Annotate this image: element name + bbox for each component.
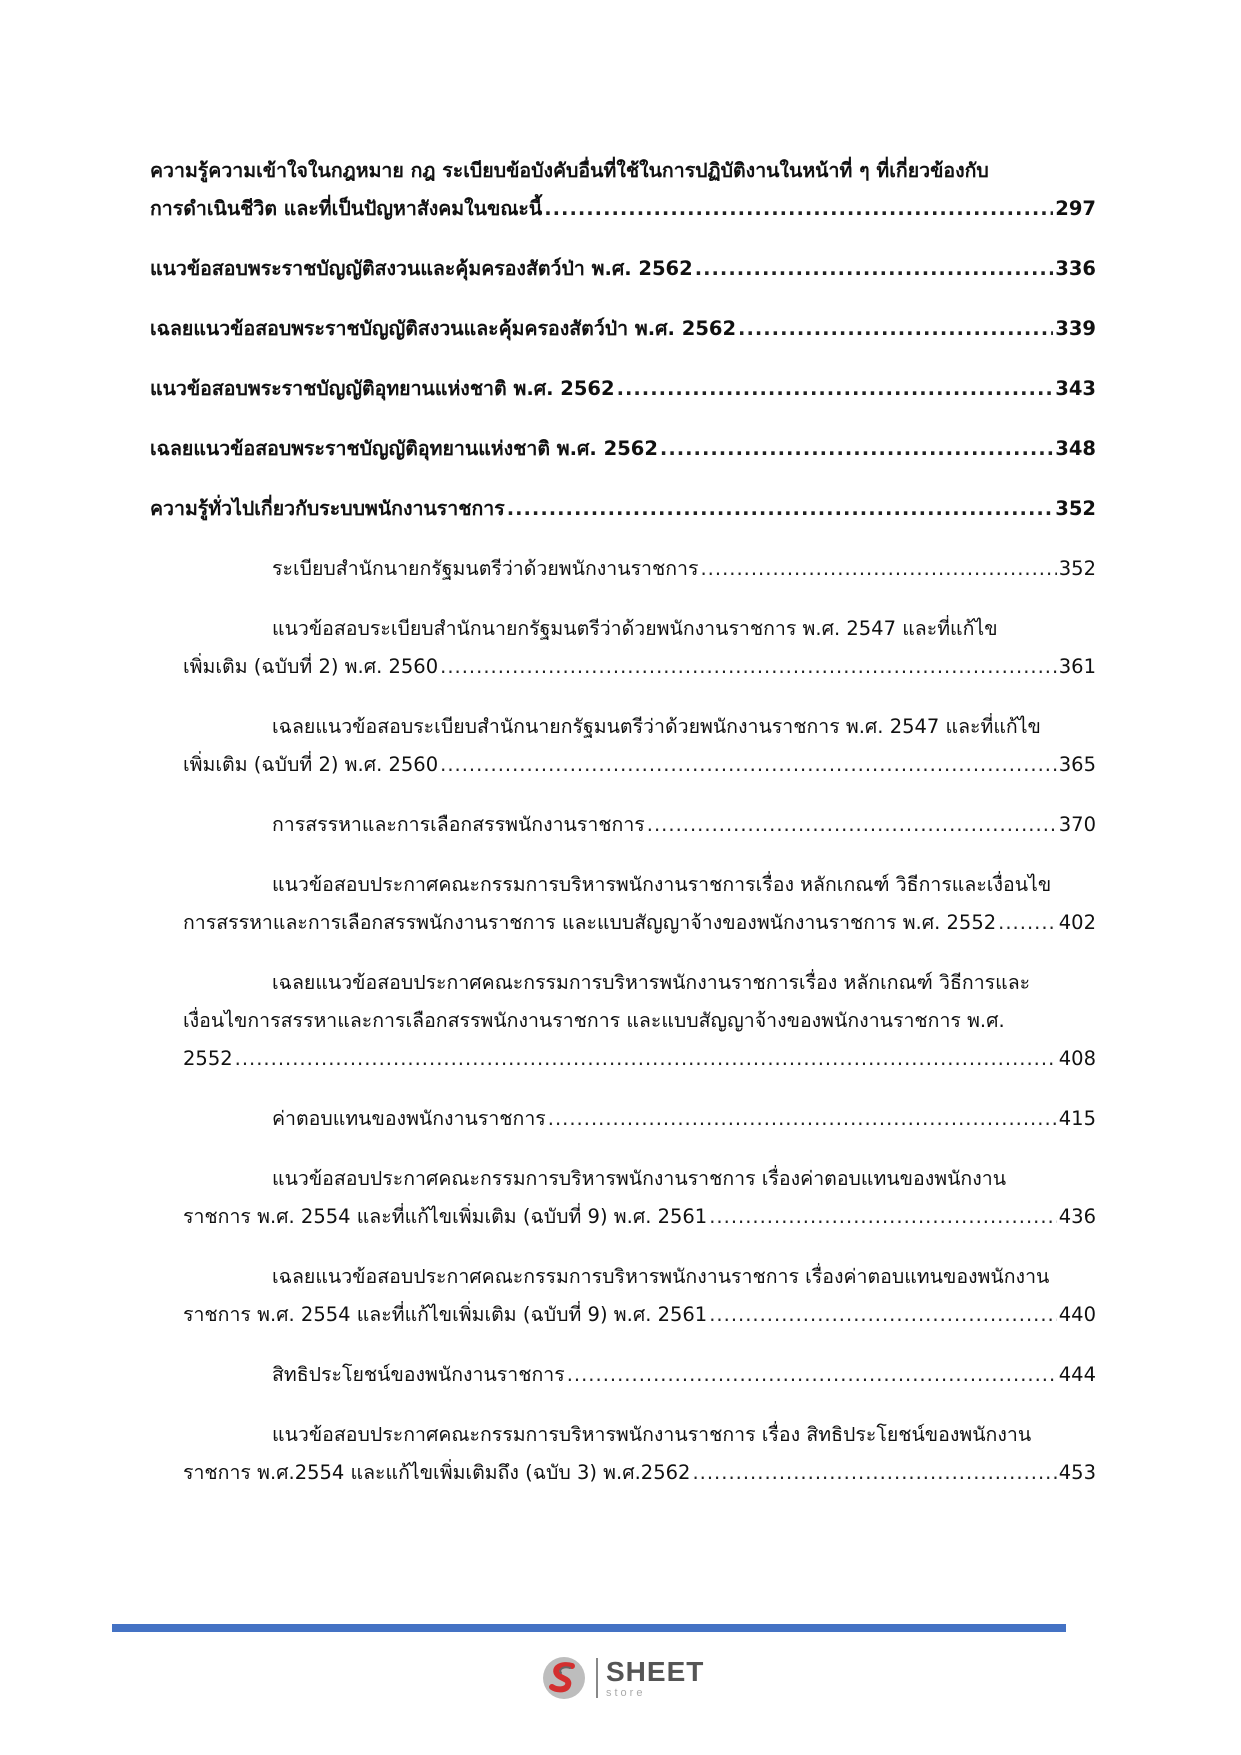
toc-entry-title-line: แนวข้อสอบระเบียบสำนักนายกรัฐมนตรีว่าด้วยพนักงานราชการ พ.ศ. 2547 และที่แก้ไข: [272, 617, 998, 640]
toc-entry-title-line: เฉลยแนวข้อสอบระเบียบสำนักนายกรัฐมนตรีว่าด้วยพนักงานราชการ พ.ศ. 2547 และที่แก้ไข: [272, 715, 1041, 738]
toc-page-number: 453: [1058, 1461, 1096, 1484]
toc-page-number: 365: [1058, 753, 1096, 776]
toc-page-number: 415: [1058, 1107, 1096, 1130]
toc-entry-title: เฉลยแนวข้อสอบพระราชบัญญัติอุทยานแห่งชาติ พ.ศ. 2562: [150, 437, 658, 460]
toc-page-number: 444: [1058, 1363, 1096, 1386]
toc-entry[interactable]: [150, 1100, 1096, 1138]
toc-entry-title: เพิ่มเติม (ฉบับที่ 2) พ.ศ. 2560: [183, 655, 439, 678]
toc-entry-title-line: แนวข้อสอบประกาศคณะกรรมการบริหารพนักงานราชการ เรื่อง สิทธิประโยชน์ของพนักงาน: [272, 1423, 1032, 1446]
toc-entry[interactable]: [150, 1160, 1096, 1236]
toc-entry-title-line: แนวข้อสอบประกาศคณะกรรมการบริหารพนักงานราชการเรื่อง หลักเกณฑ์ วิธีการและเงื่อนไข: [272, 873, 1052, 896]
toc-page-number: 436: [1058, 1205, 1096, 1228]
toc-entry[interactable]: [150, 708, 1096, 784]
dot-leader: [695, 250, 1054, 288]
sheet-store-logo: [540, 1652, 710, 1704]
toc-entry[interactable]: [150, 250, 1096, 288]
toc-page-number: 339: [1055, 317, 1096, 340]
logo-wordmark: SHEET: [606, 1655, 705, 1687]
toc-page-number: 352: [1058, 557, 1096, 580]
toc-page-number: 343: [1055, 377, 1096, 400]
toc-page-number: 361: [1058, 655, 1096, 678]
toc-entry[interactable]: [150, 152, 1096, 228]
toc-entry[interactable]: [150, 310, 1096, 348]
toc-entry[interactable]: [150, 1416, 1096, 1492]
toc-entry[interactable]: [150, 550, 1096, 588]
logo-separator: [596, 1658, 598, 1698]
toc-entry-title: ระเบียบสำนักนายกรัฐมนตรีว่าด้วยพนักงานราชการ: [272, 557, 699, 580]
toc-entry-title: ความรู้ทั่วไปเกี่ยวกับระบบพนักงานราชการ: [150, 497, 505, 520]
toc-entry-title: ราชการ พ.ศ. 2554 และที่แก้ไขเพิ่มเติม (ฉบับที่ 9) พ.ศ. 2561: [183, 1303, 708, 1326]
toc-entry-title: สิทธิประโยชน์ของพนักงานราชการ: [272, 1363, 565, 1386]
toc-entry[interactable]: [150, 610, 1096, 686]
toc-entry-title-line: แนวข้อสอบประกาศคณะกรรมการบริหารพนักงานราชการ เรื่องค่าตอบแทนของพนักงาน: [272, 1167, 1007, 1190]
toc-entry-title: เพิ่มเติม (ฉบับที่ 2) พ.ศ. 2560: [183, 753, 439, 776]
toc-entry[interactable]: [150, 490, 1096, 528]
toc-entry-title: ราชการ พ.ศ.2554 และแก้ไขเพิ่มเติมถึง (ฉบับ 3) พ.ศ.2562: [183, 1461, 691, 1484]
dot-leader: [709, 1198, 1057, 1236]
dot-leader: [709, 1296, 1057, 1334]
toc-entry-title: การสรรหาและการเลือกสรรพนักงานราชการ และแบบสัญญาจ้างของพนักงานราชการ พ.ศ. 2552: [183, 911, 997, 934]
toc-entry[interactable]: [150, 1356, 1096, 1394]
dot-leader: [660, 430, 1053, 468]
sheet-store-s-logo-icon: [540, 1654, 588, 1702]
toc-entry-title-line: เฉลยแนวข้อสอบประกาศคณะกรรมการบริหารพนักงานราชการ เรื่องค่าตอบแทนของพนักงาน: [272, 1265, 1050, 1288]
toc-page-number: 297: [1055, 197, 1096, 220]
toc-entry[interactable]: [150, 964, 1096, 1078]
dot-leader: [440, 648, 1057, 686]
toc-entry-title-line: ความรู้ความเข้าใจในกฎหมาย กฎ ระเบียบข้อบังคับอื่นที่ใช้ในการปฏิบัติงานในหน้าที่ ๆ ที่เกี่ยวข้องกับ: [150, 159, 989, 182]
table-of-contents: [150, 152, 1096, 1514]
toc-entry-title: การดำเนินชีวิต และที่เป็นปัญหาสังคมในขณะนี้: [150, 197, 543, 220]
toc-page-number: 336: [1055, 257, 1096, 280]
toc-entry-title: แนวข้อสอบพระราชบัญญัติอุทยานแห่งชาติ พ.ศ. 2562: [150, 377, 615, 400]
toc-entry-title: ราชการ พ.ศ. 2554 และที่แก้ไขเพิ่มเติม (ฉบับที่ 9) พ.ศ. 2561: [183, 1205, 708, 1228]
toc-entry-title-line: เงื่อนไขการสรรหาและการเลือกสรรพนักงานราชการ และแบบสัญญาจ้างของพนักงานราชการ พ.ศ.: [183, 1009, 1005, 1032]
dot-leader: [440, 746, 1057, 784]
toc-entry[interactable]: [150, 1258, 1096, 1334]
footer-rule: [112, 1624, 1066, 1632]
toc-entry-title-line: เฉลยแนวข้อสอบประกาศคณะกรรมการบริหารพนักงานราชการเรื่อง หลักเกณฑ์ วิธีการและ: [272, 971, 1031, 994]
dot-leader: [507, 490, 1054, 528]
toc-page-number: 352: [1055, 497, 1096, 520]
dot-leader: [692, 1454, 1056, 1492]
toc-entry[interactable]: [150, 806, 1096, 844]
toc-entry-title: 2552: [183, 1047, 233, 1070]
toc-page-number: 370: [1058, 813, 1096, 836]
toc-page-number: 440: [1058, 1303, 1096, 1326]
dot-leader: [738, 310, 1053, 348]
toc-entry-title: เฉลยแนวข้อสอบพระราชบัญญัติสงวนและคุ้มครองสัตว์ป่า พ.ศ. 2562: [150, 317, 737, 340]
dot-leader: [235, 1040, 1057, 1078]
dot-leader: [544, 190, 1053, 228]
toc-page-number: 348: [1055, 437, 1096, 460]
toc-entry[interactable]: [150, 866, 1096, 942]
toc-entry[interactable]: [150, 430, 1096, 468]
dot-leader: [998, 904, 1057, 942]
toc-entry-title: แนวข้อสอบพระราชบัญญัติสงวนและคุ้มครองสัตว์ป่า พ.ศ. 2562: [150, 257, 693, 280]
logo-subtext: store: [606, 1686, 646, 1699]
toc-entry-title: ค่าตอบแทนของพนักงานราชการ: [272, 1107, 546, 1130]
toc-page-number: 408: [1058, 1047, 1096, 1070]
dot-leader: [700, 550, 1056, 588]
dot-leader: [567, 1356, 1057, 1394]
toc-entry-title: การสรรหาและการเลือกสรรพนักงานราชการ: [272, 813, 645, 836]
toc-entry[interactable]: [150, 370, 1096, 408]
dot-leader: [617, 370, 1054, 408]
dot-leader: [548, 1100, 1057, 1138]
toc-page-number: 402: [1058, 911, 1096, 934]
dot-leader: [647, 806, 1057, 844]
